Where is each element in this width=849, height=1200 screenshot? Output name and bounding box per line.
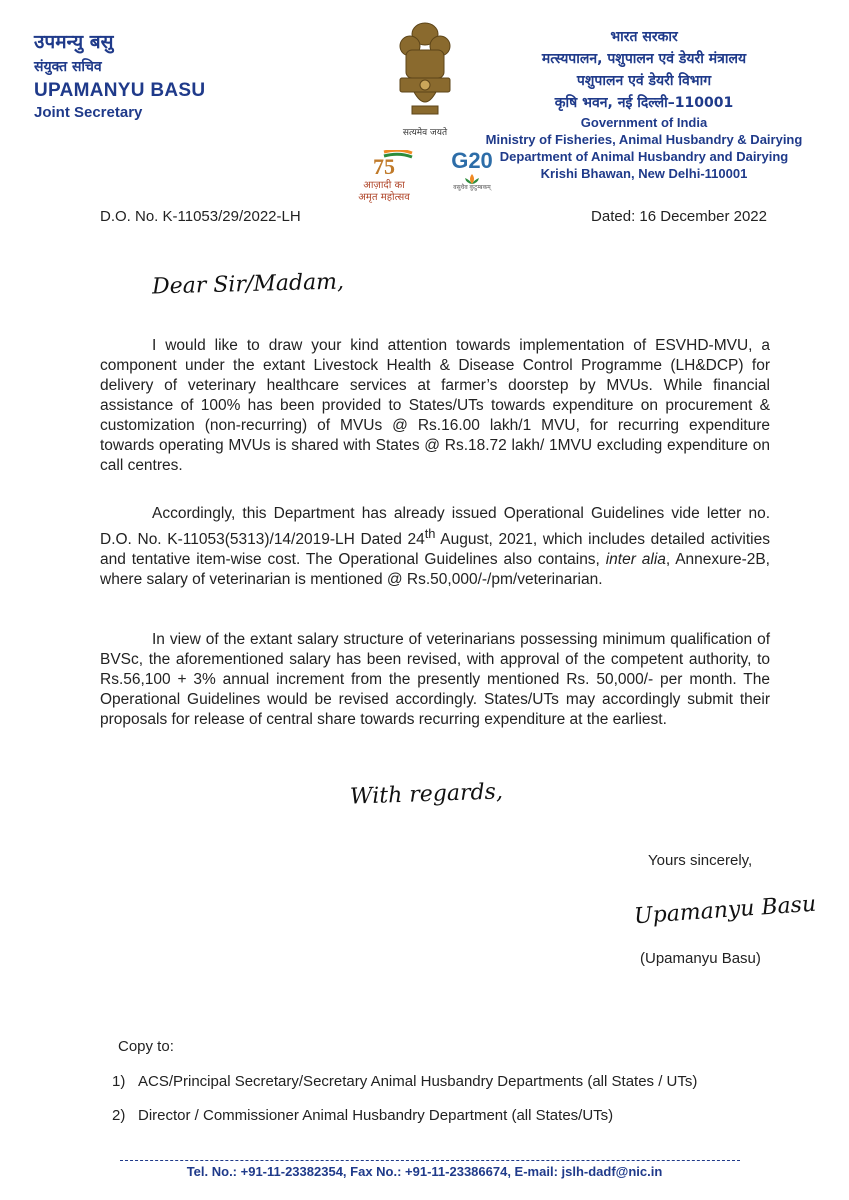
copy-to-item: [112, 1072, 697, 1106]
azadi-line-1: आज़ादी का: [363, 180, 405, 191]
sender-name-hindi: उपमन्यु बसु: [34, 31, 114, 53]
paragraph-1: [100, 336, 770, 476]
handwritten-salutation: Dear Sir/Madam,: [151, 269, 345, 300]
ministry-hindi-line-1: भारत सरकार: [610, 29, 678, 45]
copy-to-list: [112, 1072, 697, 1140]
paragraph-2-superscript: th: [424, 526, 436, 541]
azadi-line-2: अमृत महोत्सव: [358, 192, 410, 203]
sender-block: [34, 28, 205, 122]
ministry-hindi-line-3: पशुपालन एवं डेयरी विभाग: [576, 73, 712, 89]
ministry-english-line-1: Government of India: [580, 115, 708, 130]
paragraph-2-italic: inter alia: [605, 551, 666, 569]
paragraph-2-text-a: Accordingly, this Department has already issued Operational Guidelines vide letter no. D.O. No. K-11053(5313)/14/2019-LH Dated 24: [100, 505, 770, 549]
ministry-english-line-2: Ministry of Fisheries, Animal Husbandry & Dairying: [485, 132, 803, 147]
ministry-english-line-4: Krishi Bhawan, New Delhi-110001: [540, 166, 748, 181]
copy-item-number: 1): [112, 1073, 126, 1090]
national-emblem: [382, 20, 468, 138]
ministry-block: [479, 26, 809, 182]
copy-item-text: ACS/Principal Secretary/Secretary Animal Husbandry Departments (all States / UTs): [138, 1073, 698, 1090]
ministry-hindi-line-2: मत्स्यपालन, पशुपालन एवं डेयरी मंत्रालय: [541, 51, 747, 67]
copy-item-text: Director / Commissioner Animal Husbandry Department (all States/UTs): [138, 1107, 614, 1124]
emblem-motto: सत्यमेव जयते: [402, 128, 448, 138]
yours-sincerely: Yours sincerely,: [648, 852, 753, 869]
paragraph-2: [100, 504, 770, 590]
ministry-english-line-3: Department of Animal Husbandry and Dairying: [499, 149, 789, 164]
paragraph-3-text: In view of the extant salary structure of veterinarians possessing minimum qualification of BVSc, the aforementioned salary has been revised, with approval of the competent authority, to Rs.56,100 + 3% annual increment from the presently mentioned Rs. 50,000/- per month. The Operational Guidelines would be revised accordingly. States/UTs may accordingly submit their proposals for release of central share towards recurring expenditure at the earliest.: [100, 631, 770, 728]
sender-name-english: UPAMANYU BASU: [34, 80, 206, 101]
signature: Upamanyu Basu: [633, 891, 817, 930]
paragraph-3: [100, 630, 770, 730]
g20-text: G20: [451, 148, 493, 173]
copy-to-label: Copy to:: [118, 1038, 174, 1055]
sender-designation-english: Joint Secretary: [34, 104, 143, 121]
sender-designation-hindi: संयुक्त सचिव: [34, 59, 102, 75]
azadi-number: 75: [373, 154, 395, 179]
copy-item-number: 2): [112, 1107, 126, 1124]
national-emblem-icon: [390, 20, 460, 118]
azadi-ka-amrit-mahotsav-logo: [338, 150, 430, 204]
letter-date: Dated: 16 December 2022: [591, 208, 767, 225]
footer-contact: Tel. No.: +91-11-23382354, Fax No.: +91-11-23386674, E-mail: jslh-dadf@nic.in: [186, 1164, 663, 1179]
paragraph-1-text: I would like to draw your kind attention towards implementation of ESVHD-MVU, a component under the extant Livestock Health & Disease Control Programme (LH&DCP) for delivery of veterinary healthcare services at farmer’s doorstep by MVUs. While financial assistance of 100% has been provided to States/UTs towards expenditure on procurement & customization (non-recurring) of MVUs @ Rs.16.00 lakh/1 MVU, for recurring expenditure towards operating MVUs is shared with States @ Rs.18.72 lakh/ 1MVU excluding expenditure on call centres.: [100, 337, 770, 474]
ministry-hindi-line-4: कृषि भवन, नई दिल्ली–110001: [554, 95, 734, 111]
paragraph-2-text-b: August, 2021, which includes detailed activities and tentative item-wise cost. The Operational Guidelines also contains,: [100, 531, 770, 569]
copy-to-item: [112, 1106, 697, 1140]
do-number: D.O. No. K-11053/29/2022-LH: [100, 208, 301, 225]
paragraph-2-text-c: , Annexure-2B, where salary of veterinarian is mentioned @ Rs.50,000/-/pm/veterinarian.: [100, 551, 770, 589]
signer-name: (Upamanyu Basu): [640, 950, 761, 967]
footer-divider: [120, 1160, 740, 1161]
g20-tagline: वसुधैव कुटुम्बकम्: [453, 184, 491, 191]
handwritten-closing: With regards,: [349, 779, 504, 810]
